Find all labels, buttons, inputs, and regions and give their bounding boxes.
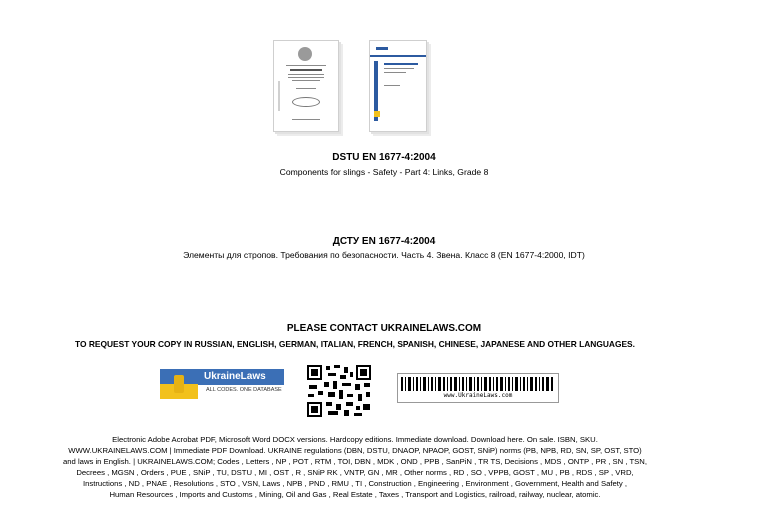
footer (0, 434, 710, 500)
qr-code-icon (306, 364, 372, 418)
document-subtitle-ru: Элементы для стропов. Требования по безопасности. Часть 4. Звена. Класс 8 (EN 1677-4:2000, IDT) (183, 250, 585, 260)
document-title-ru: ДСТУ EN 1677-4:2004 (332, 236, 436, 247)
ukraine-flag-icon (160, 369, 198, 399)
document-title-en: DSTU EN 1677-4:2004 (332, 152, 436, 163)
footer-line: Human Resources , Imports and Customs , Mining, Oil and Gas , Real Estate , Taxes , Transport and Logistics, railroad, railway, nuclear, atomic. (109, 490, 601, 499)
contact-heading: PLEASE CONTACT UKRAINELAWS.COM (286, 323, 482, 334)
barcode-bars-icon (401, 377, 555, 391)
footer-line: Electronic Adobe Acrobat PDF, Microsoft Word DOCX versions. Hardcopy editions. Immediate download. Download here. On sale. ISBN, SKU. (112, 435, 598, 444)
document-cover-thumbnail-2 (369, 40, 427, 132)
barcode (397, 373, 559, 403)
emblem-icon (298, 47, 312, 61)
ukrainelaws-logo[interactable] (160, 369, 284, 399)
document-subtitle-en: Components for slings - Safety - Part 4: Links, Grade 8 (279, 167, 489, 177)
flag-icon (374, 111, 380, 117)
stamp-icon (292, 97, 320, 107)
trident-icon (174, 375, 184, 393)
footer-line: Instructions , ND , PNAE , Resolutions , STO , VSN, Laws , NPB , PND , RMU , TI , Construction , Engineering , Environment , Government, Health and Safety , (82, 479, 628, 488)
request-languages-text: TO REQUEST YOUR COPY IN RUSSIAN, ENGLISH, GERMAN, ITALIAN, FRENCH, SPANISH, CHINESE, JAPANESE AND OTHER LANGUAGES. (75, 339, 635, 349)
barcode-caption: www.UkraineLaws.com (443, 392, 513, 399)
logo-name: UkraineLaws (204, 371, 266, 382)
footer-line: and laws in English. | UKRAINELAWS.COM; Codes , Letters , NP , POT , RTM , TOI, DBN , MDK , OND , PPB , SanPiN , TR TS, Decisions , MDS , ONTP , PR , SN , TSN, (63, 457, 647, 466)
footer-line: WWW.UKRAINELAWS.COM | Immediate PDF Download. UKRAINE regulations (DBN, DSTU, DNAOP, NPAOP, GOST, SNiP) norms (PB, NPB, RD, SN, SP, OST, STO) (68, 446, 642, 455)
footer-line: Decrees , MGSN , Orders , PUE , SNiP , TU, DSTU , MI , OST , R , SNiP RK , VNTP, GN , MR , Other norms , RD , SO , VPPB, GOST , MU , PB , RDS , SP , VRD, (76, 468, 634, 477)
logo-tagline: ALL CODES. ONE DATABASE (206, 387, 282, 393)
document-cover-thumbnail-1 (273, 40, 339, 132)
